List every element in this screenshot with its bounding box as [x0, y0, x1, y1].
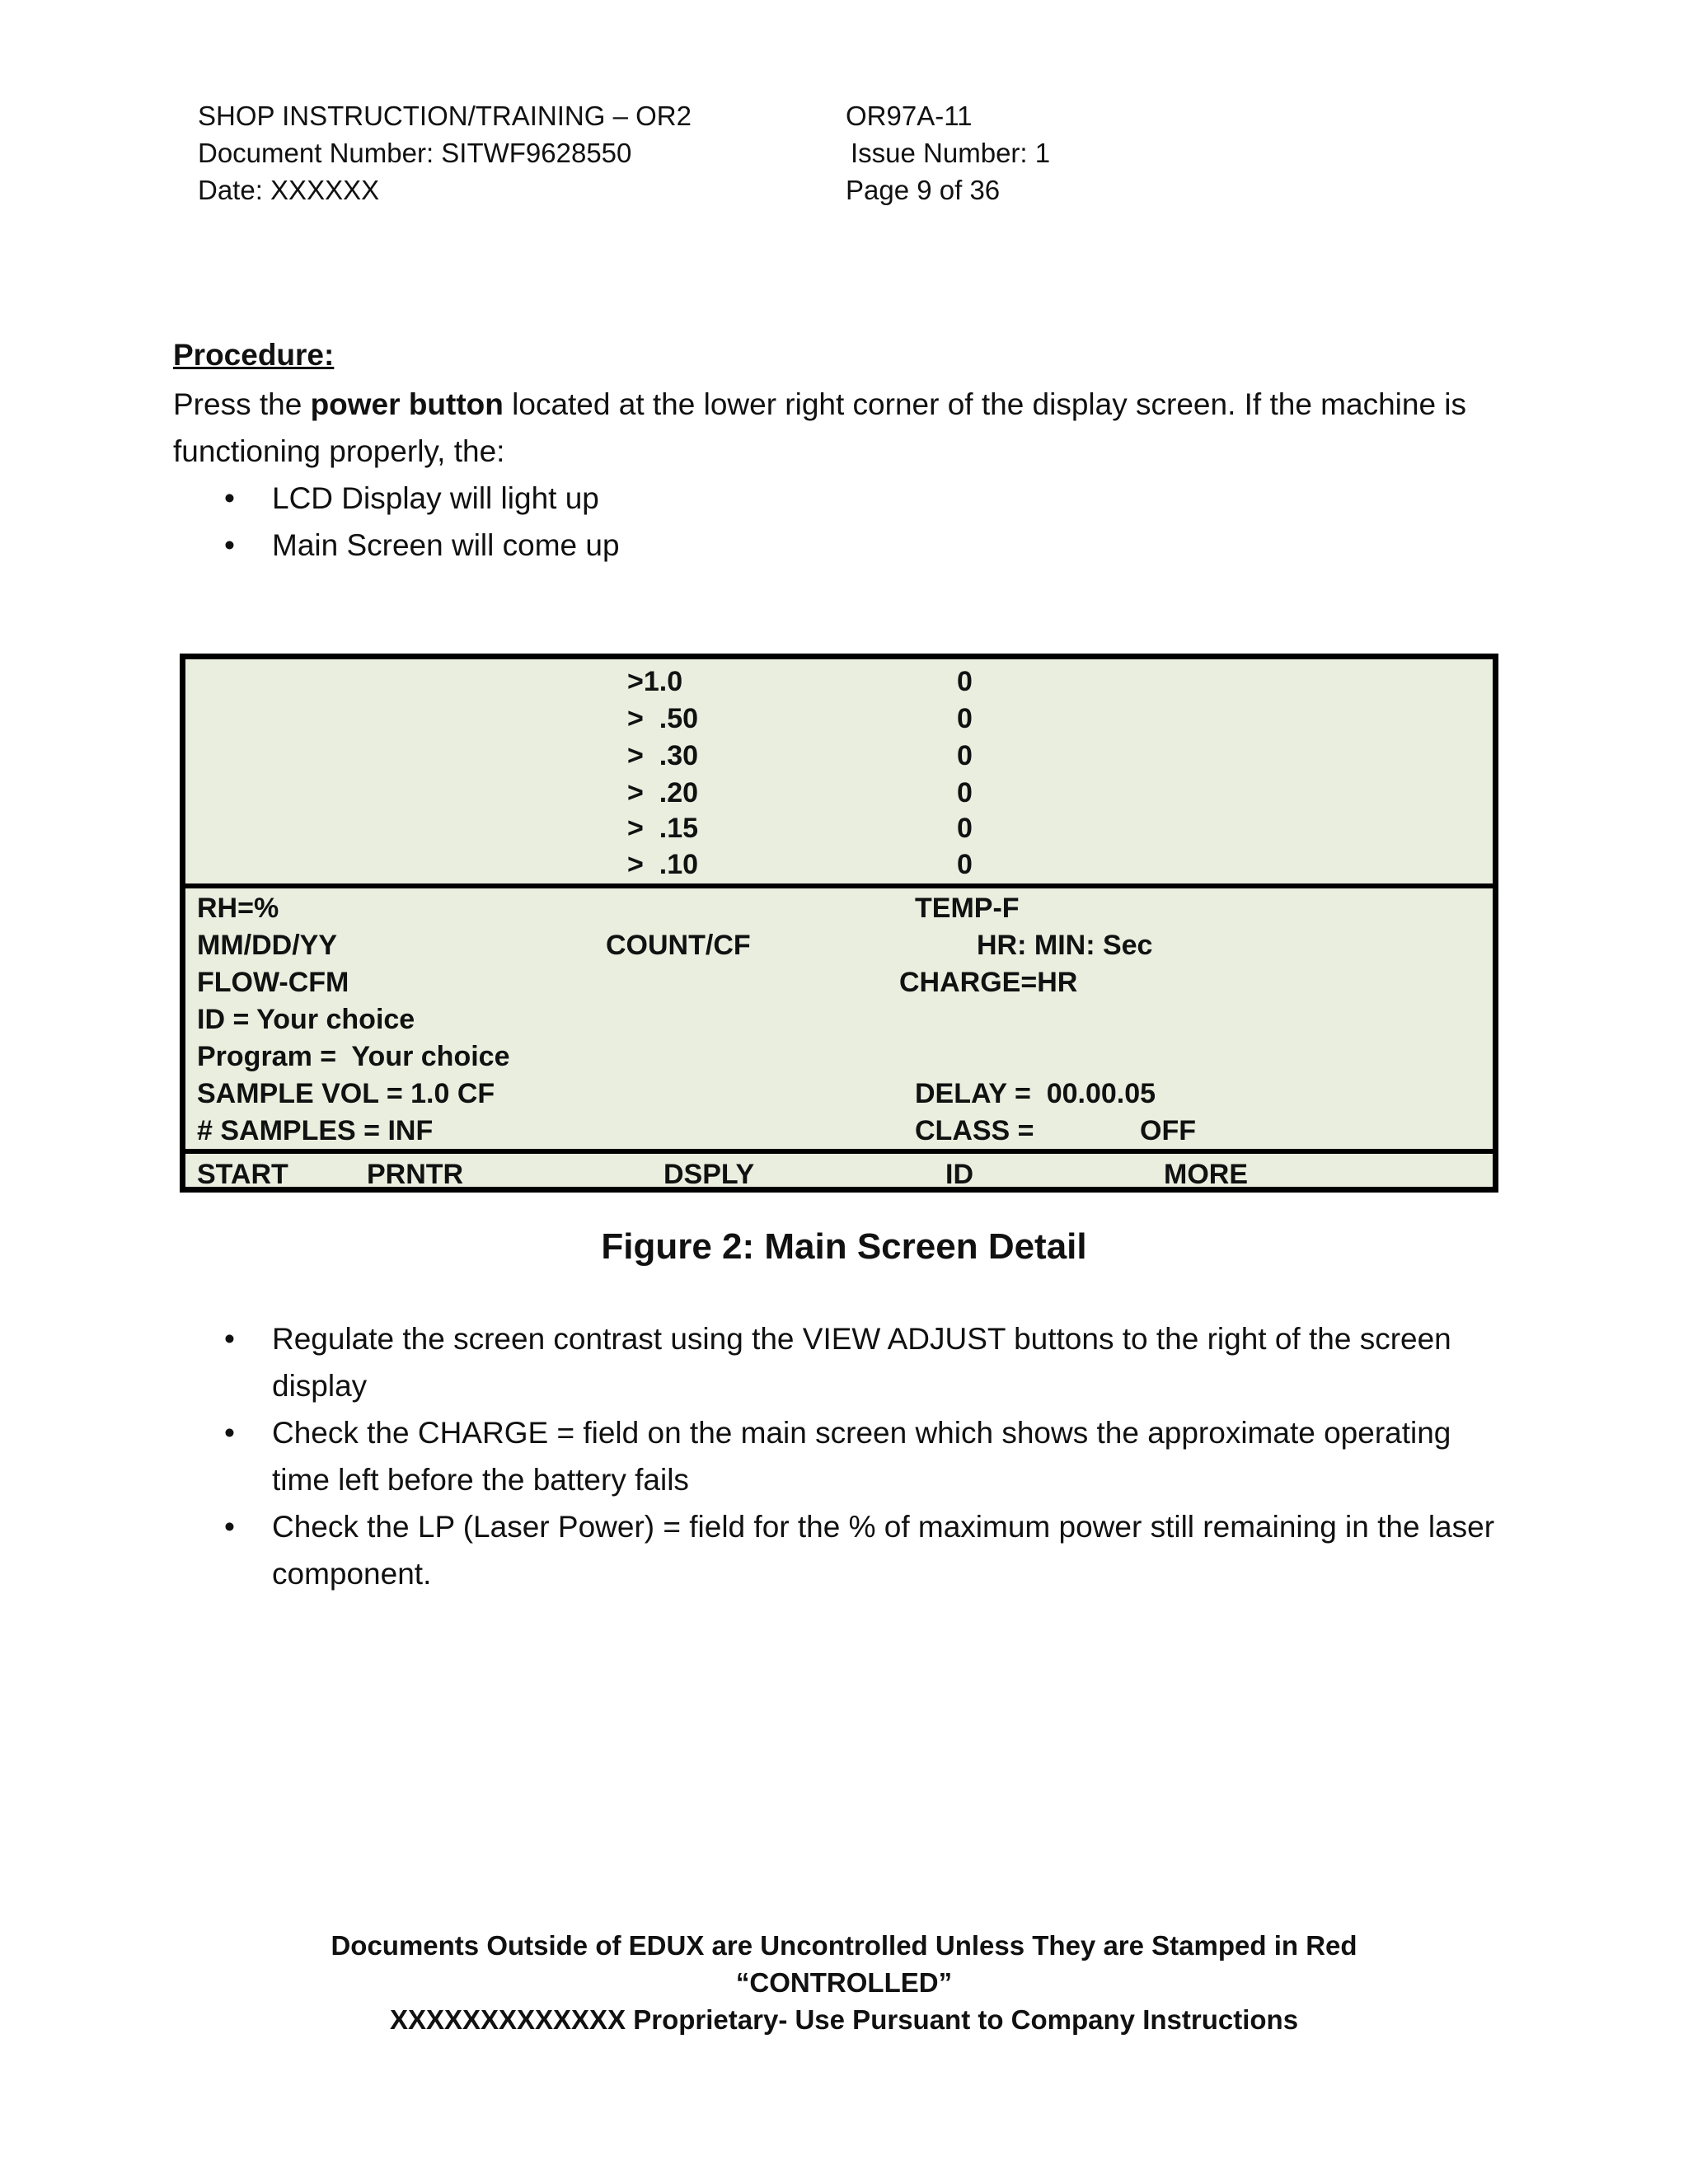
list-item [173, 1315, 1517, 1409]
list-item-text: Main Screen will come up [272, 528, 620, 562]
bullet-glyph: • [224, 1322, 235, 1356]
softkey-more: MORE [1164, 1159, 1248, 1190]
softkey-display: DSPLY [663, 1159, 755, 1190]
size-label: > .15 [627, 813, 699, 844]
procedure-heading: Procedure: [173, 338, 335, 372]
header-document-number: Document Number: SITWF9628550 [198, 138, 632, 168]
flow-field: FLOW-CFM [197, 967, 349, 998]
list-item-text: Regulate the screen contrast using the VIEW ADJUST buttons to the right of the screen display [272, 1322, 1451, 1403]
bullet-glyph: • [224, 1510, 235, 1544]
sample-vol-field: SAMPLE VOL = 1.0 CF [197, 1078, 495, 1109]
class-label: CLASS = [915, 1115, 1034, 1146]
samples-field: # SAMPLES = INF [197, 1115, 434, 1146]
id-field: ID = Your choice [197, 1004, 415, 1035]
count-unit-label: COUNT/CF [606, 930, 751, 961]
size-label: > .30 [627, 740, 699, 771]
list-item-text: Check the CHARGE = field on the main screen which shows the approximate operating time left before the battery fails [272, 1416, 1451, 1497]
size-label: >1.0 [627, 666, 683, 697]
delay-field: DELAY = 00.00.05 [915, 1078, 1156, 1109]
header-issue-number: Issue Number: 1 [851, 138, 1051, 168]
size-label: > .20 [627, 777, 699, 808]
header-date: Date: XXXXXX [198, 175, 380, 205]
footer-line: “CONTROLLED” [735, 1967, 953, 1998]
bullet-glyph: • [224, 481, 235, 515]
intro-text-end: located at the lower right corner of the display screen. If the machine is functioning properly, the: [173, 387, 1467, 468]
intro-text-start: Press the [173, 387, 311, 421]
procedure-bullet-list [173, 475, 620, 569]
time-field: HR: MIN: Sec [977, 930, 1153, 961]
size-label: > .10 [627, 849, 699, 880]
screen-divider [185, 1149, 1493, 1154]
softkey-id: ID [945, 1159, 973, 1190]
figure-caption: Figure 2: Main Screen Detail [601, 1226, 1087, 1267]
softkey-printer: PRNTR [367, 1159, 464, 1190]
document-header-left [198, 97, 692, 209]
main-screen-figure [180, 654, 1498, 1193]
screen-divider [185, 883, 1493, 888]
header-code: OR97A-11 [846, 101, 973, 131]
temp-field: TEMP-F [915, 893, 1020, 924]
procedure-intro [173, 381, 1517, 475]
size-label: > .50 [627, 703, 699, 734]
count-value: 0 [957, 813, 973, 844]
list-item [173, 475, 620, 522]
list-item [173, 1503, 1517, 1597]
count-value: 0 [957, 740, 973, 771]
count-value: 0 [957, 666, 973, 697]
list-item [173, 522, 620, 569]
notes-bullet-list [173, 1315, 1517, 1597]
program-field: Program = Your choice [197, 1041, 510, 1072]
list-item-text: LCD Display will light up [272, 481, 599, 515]
charge-field: CHARGE=HR [899, 967, 1078, 998]
list-item-text: Check the LP (Laser Power) = field for the % of maximum power still remaining in the laser component. [272, 1510, 1495, 1591]
list-item [173, 1409, 1517, 1503]
class-value: OFF [1140, 1115, 1196, 1146]
document-footer [0, 1927, 1688, 2038]
bullet-glyph: • [224, 528, 235, 562]
header-title: SHOP INSTRUCTION/TRAINING – OR2 [198, 101, 692, 131]
bullet-glyph: • [224, 1416, 235, 1450]
footer-line: Documents Outside of EDUX are Uncontrolled Unless They are Stamped in Red [331, 1930, 1357, 1961]
intro-text-bold: power button [310, 387, 504, 421]
count-value: 0 [957, 777, 973, 808]
header-page-number: Page 9 of 36 [846, 175, 1001, 205]
document-header-right [846, 97, 1050, 209]
softkey-start: START [197, 1159, 288, 1190]
count-value: 0 [957, 703, 973, 734]
count-value: 0 [957, 849, 973, 880]
footer-line: XXXXXXXXXXXXX Proprietary- Use Pursuant to Company Instructions [389, 2004, 1299, 2035]
rh-field: RH=% [197, 893, 279, 924]
date-field: MM/DD/YY [197, 930, 337, 961]
